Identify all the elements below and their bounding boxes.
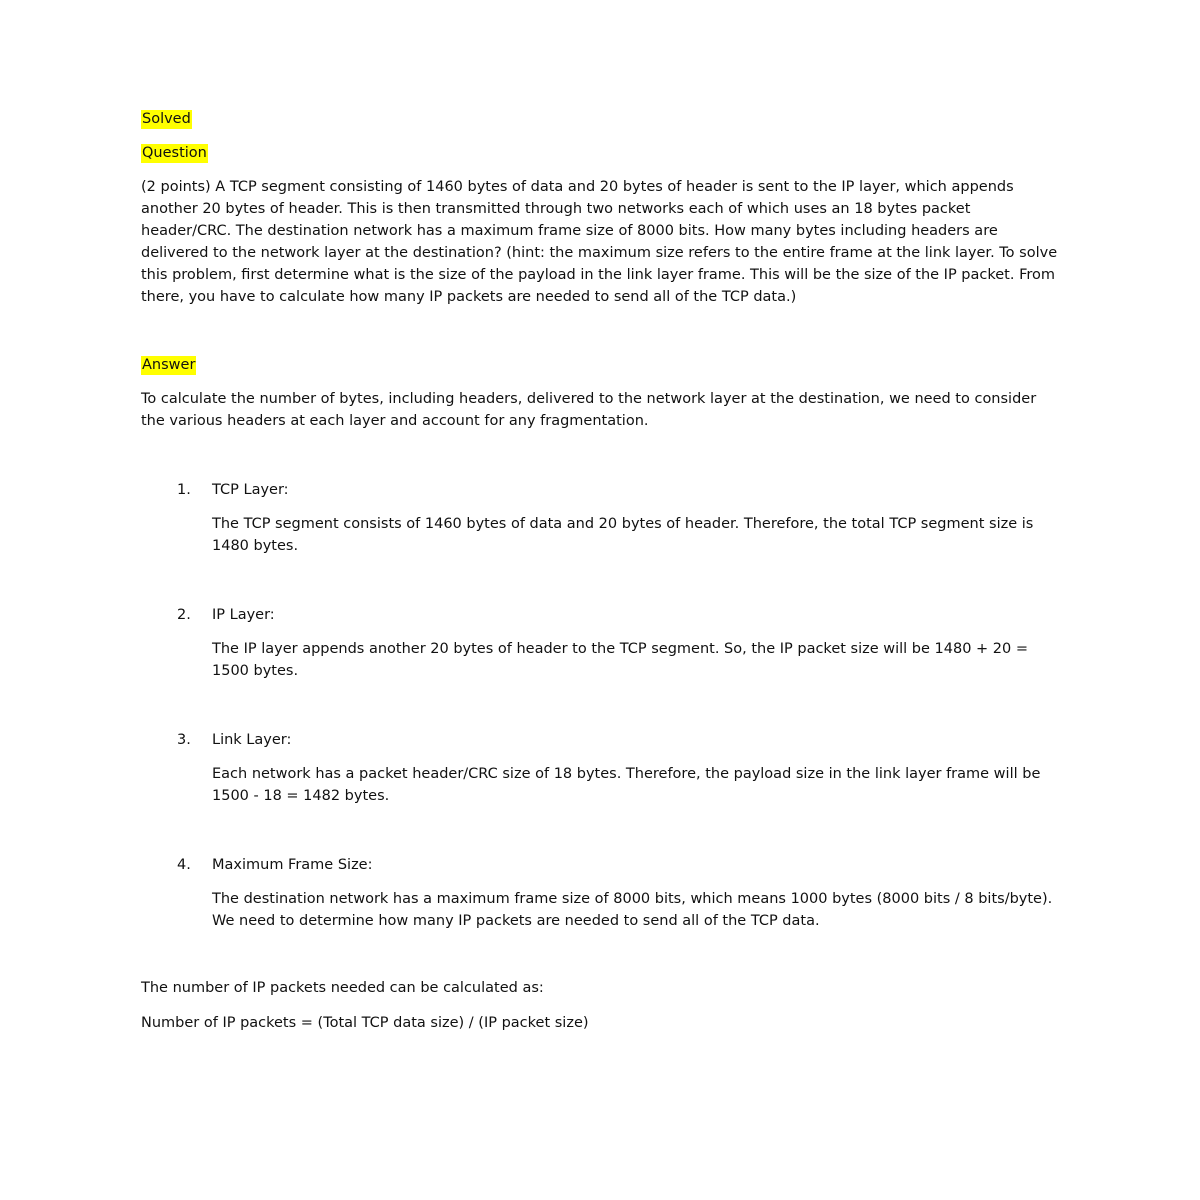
step-title: Maximum Frame Size: xyxy=(212,857,373,873)
solved-heading xyxy=(141,108,1061,130)
answer-intro: To calculate the number of bytes, including headers, delivered to the network layer at the destination, we need to consider the various headers at each layer and account for any fragmentation. xyxy=(141,391,1037,429)
step-number: 1. xyxy=(177,482,191,498)
answer-label: Answer xyxy=(142,357,196,373)
solved-label: Solved xyxy=(142,111,191,127)
step-number: 2. xyxy=(177,607,191,623)
step-title: IP Layer: xyxy=(212,607,275,623)
step-body: The IP layer appends another 20 bytes of header to the TCP segment. So, the IP packet size will be 1480 + 20 = 1500 bytes. xyxy=(212,641,1029,679)
question-label: Question xyxy=(142,145,207,161)
solution-steps-list xyxy=(141,479,1061,932)
step-body: The TCP segment consists of 1460 bytes of data and 20 bytes of header. Therefore, the total TCP segment size is 1480 bytes. xyxy=(212,516,1034,554)
question-heading xyxy=(141,142,1061,164)
step-number: 3. xyxy=(177,732,191,748)
conclusion-text: The number of IP packets needed can be calculated as: xyxy=(141,980,544,996)
step-number: 4. xyxy=(177,857,191,873)
formula-text: Number of IP packets = (Total TCP data size) / (IP packet size) xyxy=(141,1015,589,1031)
step-item xyxy=(141,479,1061,557)
step-item xyxy=(141,604,1061,682)
step-title: TCP Layer: xyxy=(212,482,289,498)
step-body: The destination network has a maximum frame size of 8000 bits, which means 1000 bytes (8000 bits / 8 bits/byte). We need to determine how many IP packets are needed to send all of the TCP data. xyxy=(212,891,1053,929)
document-page xyxy=(141,108,1061,1034)
question-text: (2 points) A TCP segment consisting of 1460 bytes of data and 20 bytes of header is sent to the IP layer, which appends another 20 bytes of header. This is then transmitted through two networks each of which uses an 18 bytes packet header/CRC. The destination network has a maximum frame size of 8000 bits. How many bytes including headers are delivered to the network layer at the destination? (hint: the maximum size refers to the entire frame at the link layer. To solve this problem, first determine what is the size of the payload in the link layer frame. This will be the size of the IP packet. From there, you have to calculate how many IP packets are needed to send all of the TCP data.) xyxy=(141,179,1058,305)
step-item xyxy=(141,729,1061,807)
step-title: Link Layer: xyxy=(212,732,292,748)
step-item xyxy=(141,854,1061,932)
step-body: Each network has a packet header/CRC size of 18 bytes. Therefore, the payload size in the link layer frame will be 1500 - 18 = 1482 bytes. xyxy=(212,766,1041,804)
answer-heading xyxy=(141,354,1061,376)
